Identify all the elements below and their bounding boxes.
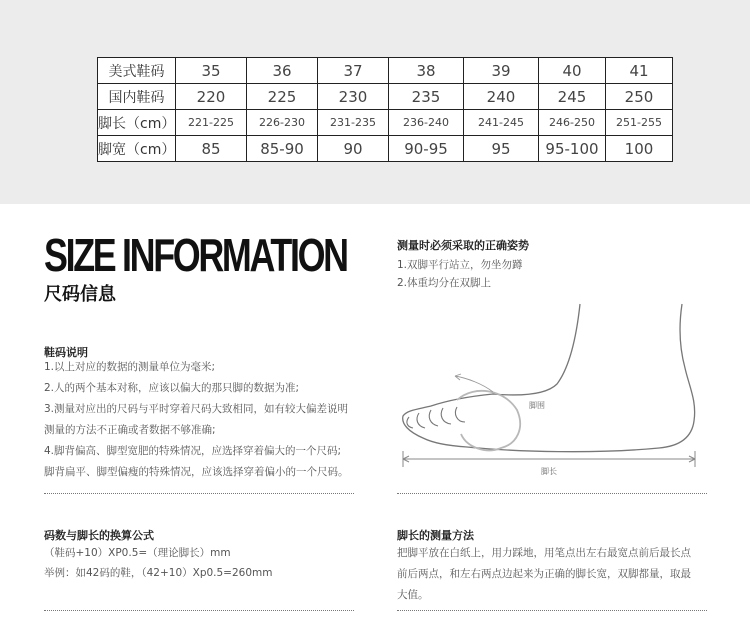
row-header: 美式鞋码 [98,58,176,84]
divider-right-1 [397,493,707,494]
girth-label: 脚围 [529,401,545,410]
size-cell: 225 [247,84,318,110]
method-line-1: 把脚平放在白纸上，用力踩地，用笔点出左右最宽点前后最长点 [397,547,691,559]
size-chart-table [97,57,673,162]
size-cell: 39 [464,58,539,84]
shoe-notes-line-6: 脚背扁平、脚型偏瘦的特殊情况，应该选择穿着偏小的一个尺码。 [44,466,349,478]
size-cell: 40 [539,58,606,84]
formula-line-1: （鞋码+10）XP0.5=（理论脚长）mm [44,547,231,559]
size-cell: 35 [176,58,247,84]
divider-right-2 [397,610,707,611]
size-cell: 38 [389,58,464,84]
shoe-notes-title: 鞋码说明 [44,346,88,359]
size-cell: 90-95 [389,136,464,162]
method-line-3: 大值。 [397,589,429,601]
size-cell: 41 [606,58,673,84]
size-cell: 230 [318,84,389,110]
size-row [98,136,673,162]
size-row [98,84,673,110]
row-header: 脚宽（cm） [98,136,176,162]
size-cell: 245 [539,84,606,110]
size-cell: 85 [176,136,247,162]
shoe-notes-line-5: 4.脚背偏高、脚型宽肥的特殊情况，应选择穿着偏大的一个尺码; [44,445,342,457]
formula-title: 码数与脚长的换算公式 [44,529,154,542]
size-cell: 251-255 [606,110,673,136]
size-information-title: SIZE INFORMATION [44,229,347,281]
size-row [98,110,673,136]
size-cell: 231-235 [318,110,389,136]
size-cell: 37 [318,58,389,84]
size-cell: 246-250 [539,110,606,136]
posture-line-2: 2.体重均分在双脚上 [397,277,492,289]
divider-left-1 [44,493,354,494]
size-cell: 100 [606,136,673,162]
size-chart-panel [0,0,750,204]
size-cell: 85-90 [247,136,318,162]
size-cell: 241-245 [464,110,539,136]
method-line-2: 前后两点，和左右两点边起来为正确的脚长宽，双脚都量，取最 [397,568,691,580]
shoe-notes-line-3: 3.测量对应出的尺码与平时穿着尺码大致相同，如有较大偏差说明 [44,403,349,415]
row-header: 国内鞋码 [98,84,176,110]
size-cell: 240 [464,84,539,110]
size-information-subtitle: 尺码信息 [44,284,116,305]
shoe-notes-line-2: 2.人的两个基本对称，应该以偏大的那只脚的数据为准; [44,382,300,394]
method-title: 脚长的测量方法 [397,529,474,542]
shoe-notes-line-1: 1.以上对应的数据的测量单位为毫米; [44,361,216,373]
size-cell: 95 [464,136,539,162]
foot-outline [403,304,695,452]
size-cell: 95-100 [539,136,606,162]
size-cell: 250 [606,84,673,110]
formula-line-2: 举例：如42码的鞋，（42+10）Xp0.5=260mm [44,567,273,579]
size-cell: 220 [176,84,247,110]
divider-left-2 [44,610,354,611]
posture-line-1: 1.双脚平行站立，勿坐勿蹲 [397,259,523,271]
size-cell: 36 [247,58,318,84]
foot-illustration [397,296,707,481]
size-row [98,58,673,84]
foot-measurement-diagram [397,296,707,481]
size-cell: 90 [318,136,389,162]
size-cell: 221-225 [176,110,247,136]
posture-title: 测量时必须采取的正确姿势 [397,239,529,252]
foot-girth-loop [457,391,520,450]
size-cell: 235 [389,84,464,110]
row-header: 脚长（cm） [98,110,176,136]
shoe-notes-line-4: 测量的方法不正确或者数据不够准确; [44,424,216,436]
length-label: 脚长 [541,467,557,476]
size-cell: 236-240 [389,110,464,136]
size-cell: 226-230 [247,110,318,136]
